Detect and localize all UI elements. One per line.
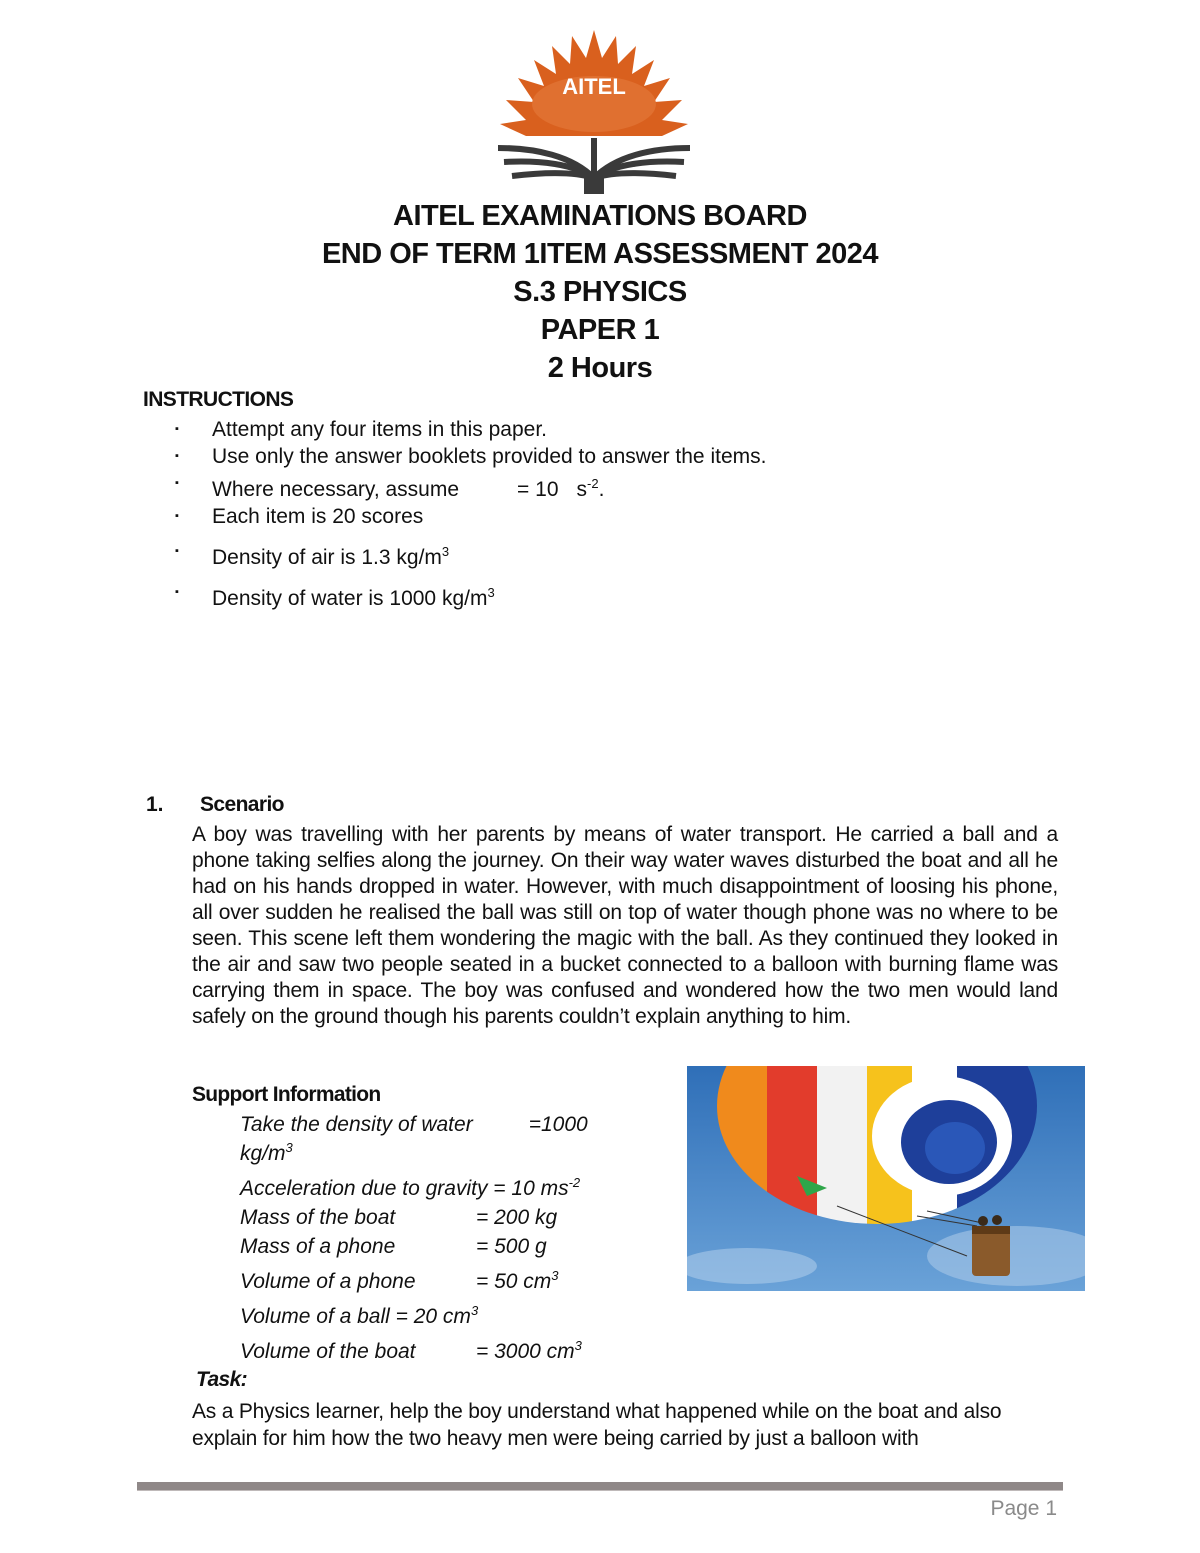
- open-book-icon: [498, 138, 690, 178]
- instruction-item: ▪ Use only the answer booklets provided to answer the items.: [175, 443, 766, 470]
- task-text: As a Physics learner, help the boy understand what happened while on the boat and also explain for him how the two heavy men were being carried by just a balloon with: [192, 1400, 1002, 1450]
- hot-air-balloon-image: [687, 1066, 1085, 1291]
- support-heading: Support Information: [192, 1083, 381, 1106]
- support-info: [240, 1110, 640, 1366]
- page-number: Page 1: [990, 1497, 1057, 1520]
- scenario-text: A boy was travelling with her parents by means of water transport. He carried a ball and a phone taking selfies along the journey. On their way water waves disturbed the boat and all he had on his hands dropped in water. However, with much disappointment of loosing his phone, all over sudden he realised the ball was still on top of water though phone was no where to be seen. This scene left them wondering the magic with the ball. As they continued they looked in the air and saw two people seated in a bucket connected to a balloon with burning flame was carrying them in space. The boy was confused and wondered how the two men would land safely on the ground though his parents couldn’t explain anything to him.: [192, 823, 1058, 1028]
- subject-title: S.3 PHYSICS: [513, 276, 687, 308]
- logo-text: AITEL: [562, 74, 626, 99]
- assessment-title: END OF TERM 1ITEM ASSESSMENT 2024: [321, 238, 879, 270]
- question-number: 1.: [146, 793, 164, 816]
- support-row: Acceleration due to gravity = 10 $ms^{-2}$: [240, 1175, 581, 1200]
- support-row: Mass of a phone = 500 g: [240, 1235, 547, 1258]
- instructions-heading: INSTRUCTIONS: [143, 388, 294, 411]
- board-title: AITEL EXAMINATIONS BOARD: [393, 200, 807, 232]
- instruction-item: ▪ Density of water is 1000 $kg/m^3$: [175, 579, 766, 612]
- support-row: Volume of the boat = 3000 $cm^3$: [240, 1338, 582, 1363]
- question-title: Scenario: [200, 793, 284, 816]
- support-row: $kg/m^3$: [240, 1140, 293, 1165]
- instruction-item: ▪ Each item is 20 scores: [175, 503, 766, 530]
- support-row: Volume of a phone = 50 $cm^3$: [240, 1268, 559, 1293]
- aitel-logo: [476, 28, 712, 196]
- instructions-list: [175, 416, 766, 612]
- paper-title: PAPER 1: [540, 314, 660, 346]
- support-row: Take the density of water =1000: [240, 1113, 588, 1136]
- instruction-item: ▪ Where necessary, assume = 10 $s^{-2}$.: [175, 470, 766, 503]
- duration-title: 2 Hours: [547, 352, 653, 384]
- instruction-item: ▪ Attempt any four items in this paper.: [175, 416, 766, 443]
- footer-divider: [137, 1482, 1063, 1491]
- book-stand-icon: [584, 178, 604, 194]
- task-heading: Task:: [196, 1368, 248, 1391]
- support-row: Volume of a ball = 20 $cm^3$: [240, 1303, 479, 1328]
- support-row: Mass of the boat = 200 kg: [240, 1206, 558, 1229]
- instruction-item: ▪ Density of air is 1.3 $kg/m^3$: [175, 538, 766, 571]
